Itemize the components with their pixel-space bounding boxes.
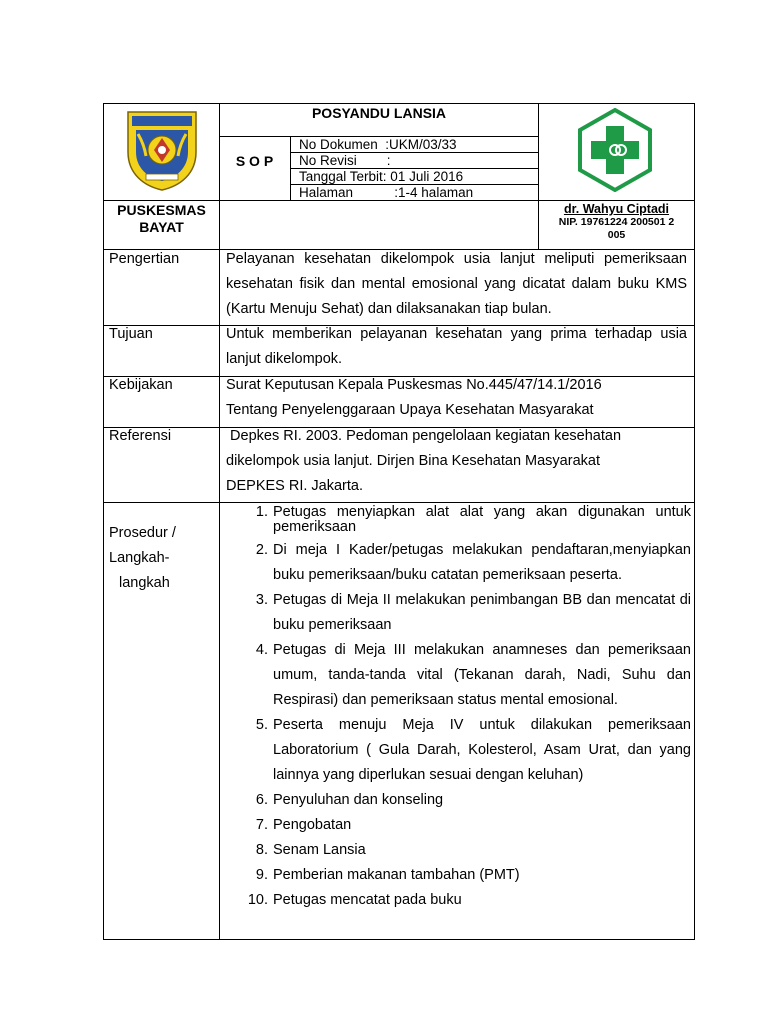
list-item: 1. Petugas menyiapkan alat alat yang akan digunakan untuk pemeriksaan (255, 504, 691, 535)
list-item: 5. Peserta menuju Meja IV untuk dilakukan pemeriksaan Laboratorium ( Gula Darah, Kolesterol, Asam Urat, dan yang lainnya yang diperlukan sesuai dengan keluhan) (255, 717, 691, 783)
halaman: Halaman :1-4 halaman (299, 185, 474, 200)
list-item: 6. Penyuluhan dan konseling (255, 792, 444, 808)
sop-label: S O P (235, 153, 274, 169)
pengertian-label: Pengertian (109, 251, 180, 267)
pengertian-text: Pelayanan kesehatan dikelompok usia lanjut meliputi pemeriksaan kesehatan fisik dan mental emosional yang dicatat dalam buku KMS (Kartu Menuju Sehat) dan dilaksanakan tiap bulan. (226, 251, 687, 317)
document-title: POSYANDU LANSIA (311, 105, 447, 121)
tanggal-terbit: Tanggal Terbit: 01 Juli 2016 (299, 169, 464, 184)
regency-coat-of-arms-icon (124, 108, 200, 192)
procedure-steps (224, 502, 691, 913)
no-dokumen: No Dokumen :UKM/03/33 (299, 137, 457, 152)
list-item: 3. Petugas di Meja II melakukan penimbangan BB dan mencatat di buku pemeriksaan (255, 592, 691, 633)
kebijakan-line-1: Surat Keputusan Kepala Puskesmas No.445/47/14.1/2016 (226, 377, 602, 393)
signatory-nip: NIP. 19761224 200501 2 005 (558, 216, 675, 241)
institution-name: PUSKESMAS BAYAT (117, 202, 206, 235)
list-item: 9. Pemberian makanan tambahan (PMT) (255, 867, 520, 883)
tujuan-label: Tujuan (109, 326, 153, 342)
sop-document (103, 103, 695, 940)
list-item: 10. Petugas mencatat pada buku (247, 892, 462, 908)
tujuan-text: Untuk memberikan pelayanan kesehatan yang prima terhadap usia lanjut dikelompok. (226, 326, 687, 367)
puskesmas-green-cross-icon (576, 108, 654, 192)
row-header-bottom (104, 200, 694, 201)
kebijakan-label: Kebijakan (109, 377, 173, 393)
list-item: 2. Di meja I Kader/petugas melakukan pendaftaran,menyiapkan buku pemeriksaan/buku catatan pemeriksaan peserta. (255, 542, 691, 583)
list-item: 4. Petugas di Meja III melakukan anamneses dan pemeriksaan umum, tanda-tanda vital (Tekanan darah, Nadi, Suhu dan Respirasi) dan pemeriksaan status mental emosional. (255, 642, 691, 708)
signatory-name: dr. Wahyu Ciptadi (563, 202, 670, 216)
referensi-line-3: DEPKES RI. Jakarta. (226, 478, 363, 494)
list-item: 7. Pengobatan (255, 817, 352, 833)
referensi-label: Referensi (109, 428, 172, 444)
list-item: 8. Senam Lansia (255, 842, 366, 858)
prosedur-label: Prosedur / Langkah- langkah (109, 525, 176, 591)
referensi-line-2: dikelompok usia lanjut. Dirjen Bina Kesehatan Masyarakat (226, 453, 600, 469)
no-revisi: No Revisi : (299, 153, 391, 168)
col-divider-left (219, 104, 220, 940)
kebijakan-line-2: Tentang Penyelenggaraan Upaya Kesehatan Masyarakat (226, 402, 594, 418)
referensi-line-1: Depkes RI. 2003. Pedoman pengelolaan kegiatan kesehatan (226, 428, 622, 444)
